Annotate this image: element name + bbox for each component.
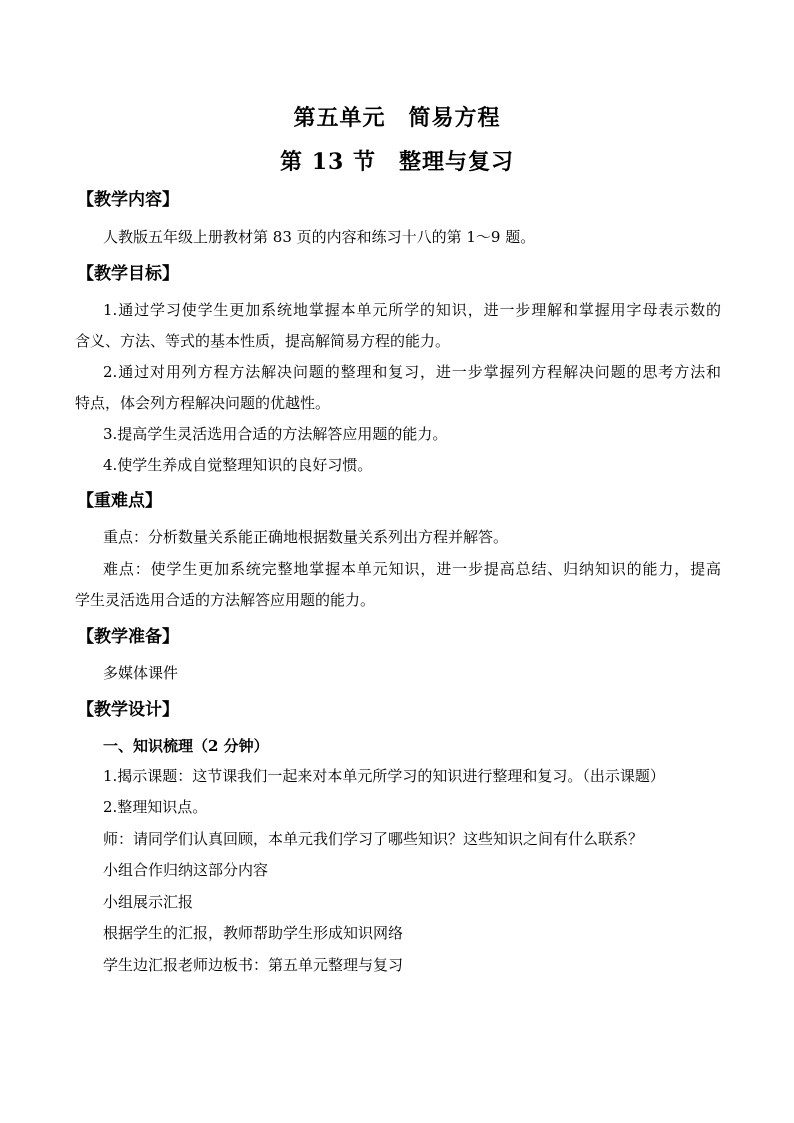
section-heading-goals: 【教学目标】 <box>77 264 179 284</box>
design-knowledge-network: 根据学生的汇报，教师帮助学生形成知识网络 <box>103 924 404 942</box>
difficult-point-line-2: 学生灵活选用合适的方法解答应用题的能力。 <box>75 591 376 609</box>
design-blackboard: 学生边汇报老师边板书：第五单元整理与复习 <box>103 956 404 974</box>
goal-item-3: 3.提高学生灵活选用合适的方法解答应用题的能力。 <box>103 425 448 443</box>
key-point-text: 重点：分析数量关系能正确地根据数量关系列出方程并解答。 <box>103 528 509 546</box>
goal-item-2-line-2: 特点，体会列方程解决问题的优越性。 <box>75 394 331 412</box>
goal-item-1-line-2: 含义、方法、等式的基本性质，提高解简易方程的能力。 <box>75 332 451 350</box>
content-text: 人教版五年级上册教材第 83 页的内容和练习十八的第 1～9 题。 <box>103 228 536 246</box>
section-heading-key-points: 【重难点】 <box>77 491 162 511</box>
design-step-2: 2.整理知识点。 <box>103 798 208 816</box>
preparation-text: 多媒体课件 <box>103 664 179 682</box>
section-heading-preparation: 【教学准备】 <box>77 627 179 647</box>
section-heading-content: 【教学内容】 <box>77 190 179 210</box>
goal-item-1-line-1: 1.通过学习使学生更加系统地掌握本单元所学的知识，进一步理解和掌握用字母表示数的 <box>103 301 721 319</box>
design-subheading-1: 一、知识梳理（2 分钟） <box>103 737 269 755</box>
lesson-subtitle: 第 13 节 整理与复习 <box>280 149 514 175</box>
difficult-point-line-1: 难点：使学生更加系统完整地掌握本单元知识，进一步提高总结、归纳知识的能力，提高 <box>103 560 721 578</box>
unit-title: 第五单元 简易方程 <box>293 105 501 131</box>
design-group-work: 小组合作归纳这部分内容 <box>103 861 269 879</box>
goal-item-4: 4.使学生养成自觉整理知识的良好习惯。 <box>103 456 373 474</box>
section-heading-design: 【教学设计】 <box>77 700 179 720</box>
design-group-report: 小组展示汇报 <box>103 893 194 911</box>
design-teacher-question: 师：请同学们认真回顾，本单元我们学习了哪些知识？这些知识之间有什么联系？ <box>103 830 644 848</box>
goal-item-2-line-1: 2.通过对用列方程方法解决问题的整理和复习，进一步掌握列方程解决问题的思考方法和 <box>103 363 721 381</box>
design-step-1: 1.揭示课题：这节课我们一起来对本单元所学习的知识进行整理和复习。（出示课题） <box>103 767 665 785</box>
